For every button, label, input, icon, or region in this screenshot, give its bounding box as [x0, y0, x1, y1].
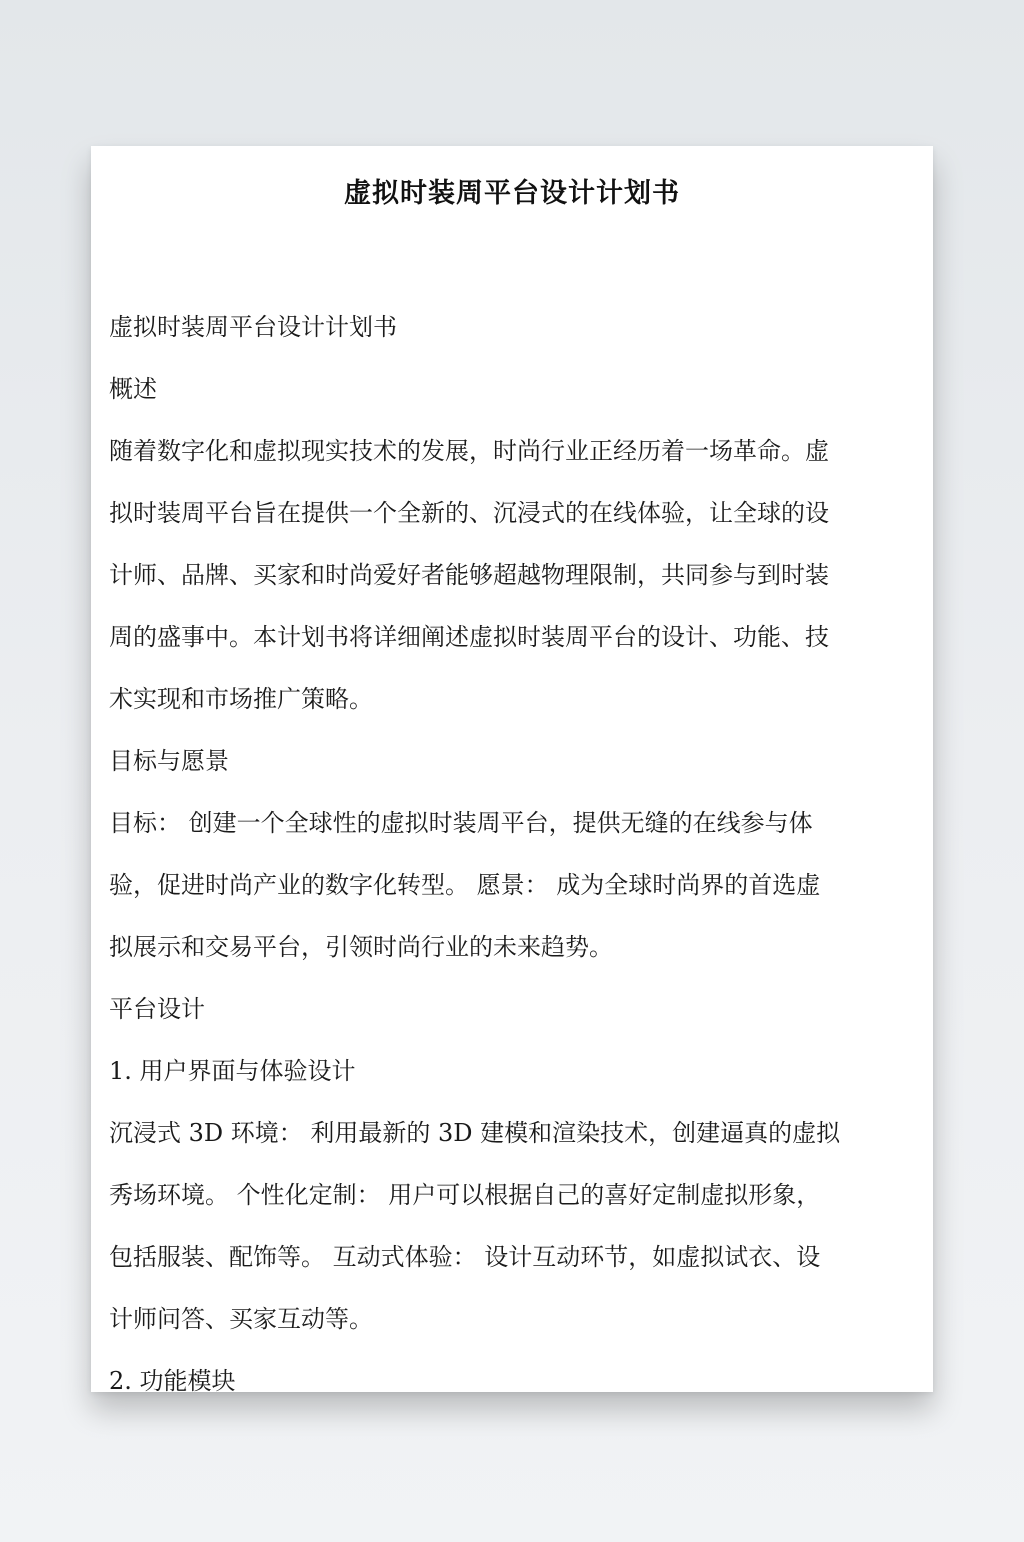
paragraph-line: 随着数字化和虚拟现实技术的发展，时尚行业正经历着一场革命。虚 [109, 437, 829, 465]
paragraph-line: 包括服装、配饰等。 互动式体验： 设计互动环节，如虚拟试衣、设 [109, 1243, 821, 1271]
subsection-heading-modules: 2. 功能模块 [109, 1367, 236, 1392]
section-heading-platform-design: 平台设计 [109, 995, 205, 1023]
paragraph-line: 计师、品牌、买家和时尚爱好者能够超越物理限制，共同参与到时装 [109, 561, 829, 589]
document-body [109, 296, 933, 1392]
section-heading-overview: 概述 [109, 375, 157, 403]
document-title: 虚拟时装周平台设计计划书 [344, 178, 680, 209]
paragraph-line: 沉浸式 3D 环境： 利用最新的 3D 建模和渲染技术，创建逼真的虚拟 [109, 1119, 841, 1147]
paragraph-line: 术实现和市场推广策略。 [109, 685, 373, 713]
section-heading-goals: 目标与愿景 [109, 747, 229, 775]
paragraph-line: 计师问答、买家互动等。 [109, 1305, 373, 1333]
document-page [91, 146, 933, 1392]
subsection-heading-ui-ux: 1. 用户界面与体验设计 [109, 1057, 356, 1085]
subtitle-line: 虚拟时装周平台设计计划书 [109, 313, 397, 341]
paragraph-line: 周的盛事中。本计划书将详细阐述虚拟时装周平台的设计、功能、技 [109, 623, 829, 651]
paragraph-line: 验，促进时尚产业的数字化转型。 愿景： 成为全球时尚界的首选虚 [109, 871, 821, 899]
paragraph-line: 拟展示和交易平台，引领时尚行业的未来趋势。 [109, 933, 613, 961]
paragraph-line: 秀场环境。 个性化定制： 用户可以根据自己的喜好定制虚拟形象， [109, 1181, 821, 1209]
paragraph-line: 目标： 创建一个全球性的虚拟时装周平台，提供无缝的在线参与体 [109, 809, 813, 837]
paragraph-line: 拟时装周平台旨在提供一个全新的、沉浸式的在线体验，让全球的设 [109, 499, 829, 527]
